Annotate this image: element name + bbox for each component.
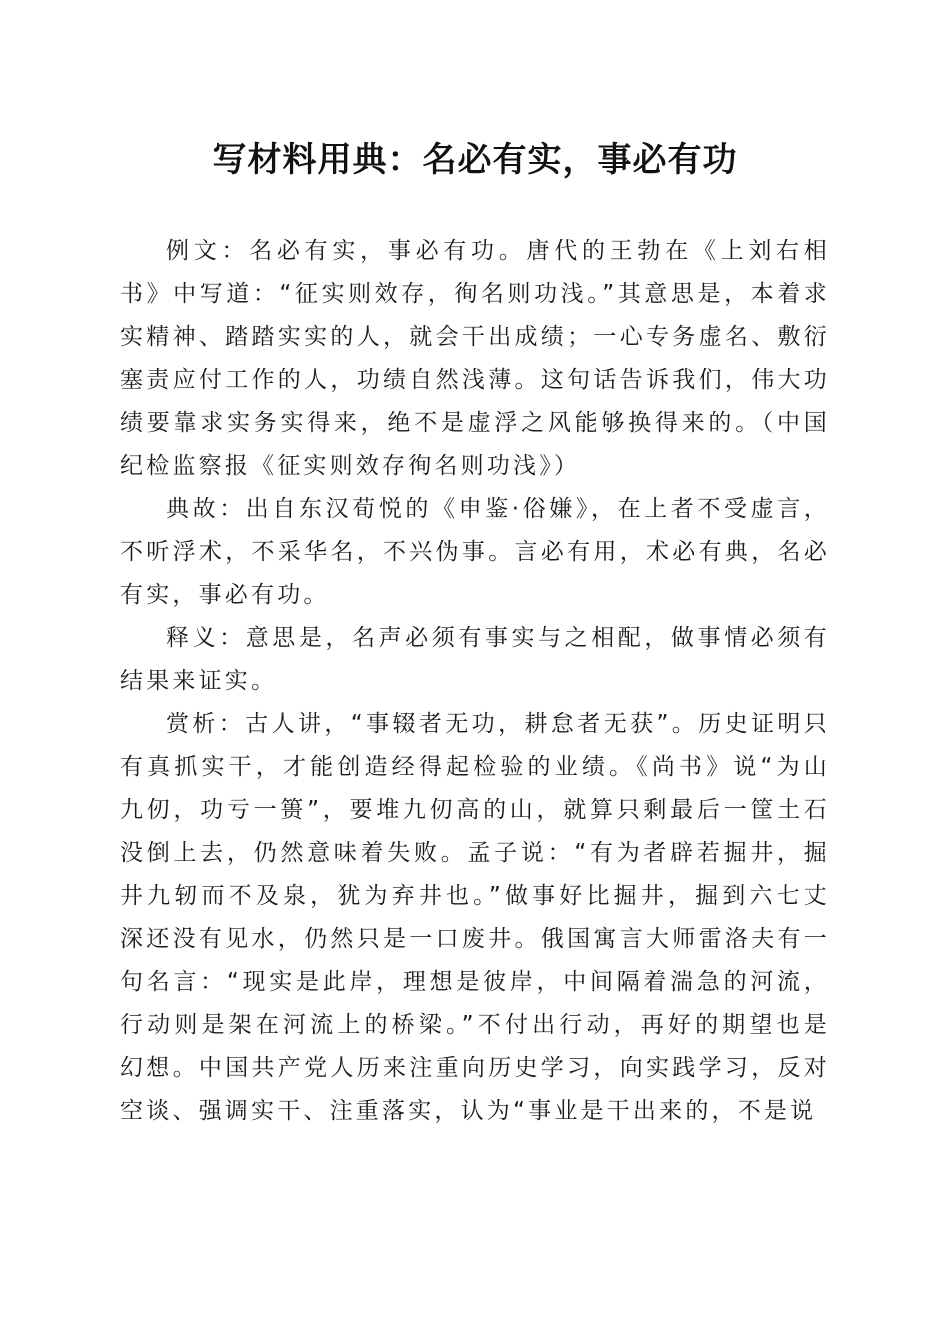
document-title: 写材料用典：名必有实，事必有功: [212, 140, 738, 180]
document-body: [120, 230, 830, 1133]
paragraph-example: 例文：名必有实，事必有功。唐代的王勃在《上刘右相书》中写道：“征实则效存，徇名则功浅。”其意思是，本着求实精神、踏踏实实的人，就会干出成绩；一心专务虚名、敷衍塞责应付工作的人，功绩自然浅薄。这句话告诉我们，伟大功绩要靠求实务实得来，绝不是虚浮之风能够换得来的。（中国纪检监察报《征实则效存徇名则功浅》）: [120, 238, 830, 479]
paragraph-appreciation: 赏析：古人讲，“事辍者无功，耕怠者无获”。历史证明只有真抓实干，才能创造经得起检验的业绩。《尚书》说“为山九仞，功亏一篑”，要堆九仞高的山，就算只剩最后一筐土石没倒上去，仍然意味着失败。孟子说：“有为者辟若掘井，掘井九轫而不及泉，犹为弃井也。”做事好比掘井，掘到六七丈深还没有见水，仍然只是一口废井。俄国寓言大师雷洛夫有一句名言：“现实是此岸，理想是彼岸，中间隔着湍急的河流，行动则是架在河流上的桥梁。”不付出行动，再好的期望也是幻想。中国共产党人历来注重向历史学习，向实践学习，反对空谈、强调实干、注重落实，认为“事业是干出来的，不是说: [120, 711, 830, 1124]
paragraph-allusion: 典故：出自东汉荀悦的《申鉴·俗嫌》，在上者不受虚言，不听浮术，不采华名，不兴伪事。言必有用，术必有典，名必有实，事必有功。: [120, 496, 830, 608]
paragraph-interpretation: 释义：意思是，名声必须有事实与之相配，做事情必须有结果来证实。: [120, 625, 830, 694]
